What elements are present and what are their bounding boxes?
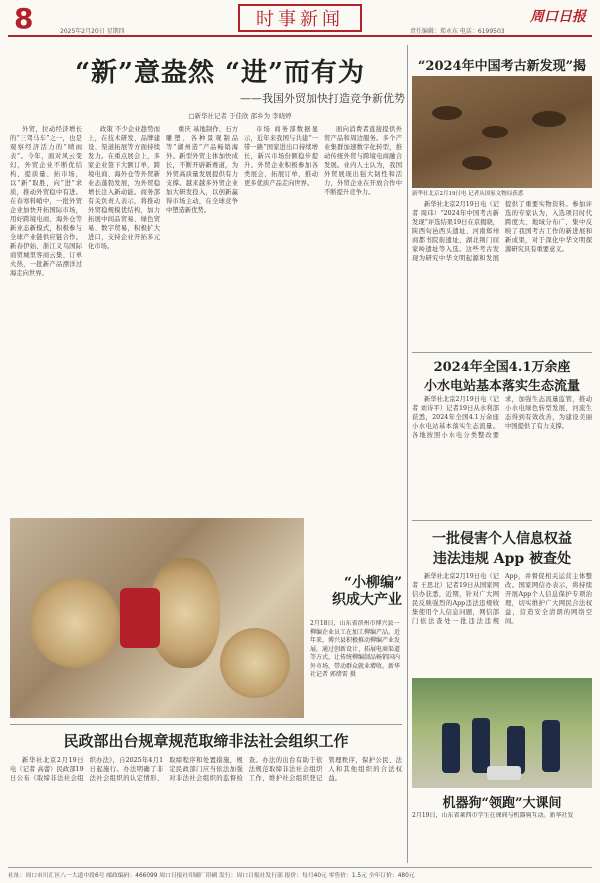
page-header bbox=[0, 0, 600, 44]
willow-feature-title: “小柳编” 织成大产业 bbox=[332, 575, 402, 608]
app-body: 新华社北京2月19日电（记者 王思北）记者19日从国家网信办获悉，近期，针对广大网民反映强烈的App违法违规收集使用个人信息问题，网信部门依法查处一批违法违规App，并督促相关运营主体整改。国家网信办表示，将持续开展App个人信息保护专项治理，切实维护广大网民合法权益，营造安全清朗的网络空间。 bbox=[412, 573, 592, 625]
willow-photo-caption: 2月18日，山东省滨州市博兴县一柳编企业员工在加工柳编产品。近年来，博兴县积极推动柳编产业发展，通过创新设计、拓展电商渠道等方式，让传统柳编制品畅销国内外市场，带动群众就业增收。新华社记者 郭绪雷 摄 bbox=[310, 620, 401, 678]
archaeology-photo-caption: 新华社北京2月19日电 记者从国家文物局获悉 bbox=[412, 191, 524, 197]
article-column-5: 面向消费者直接提供外贸产品和周边服务。多个产业集群加速数字化转型，推动传统外贸与跨境电商融合发展。业内人士认为，我国外贸展现出强大韧性和活力，外贸企业在开放合作中不断提升竞争力。 bbox=[324, 126, 402, 196]
hydro-headline: 2024年全国4.1万余座 小水电站基本落实生态流量 bbox=[423, 360, 580, 394]
page-number: 8 bbox=[14, 2, 34, 35]
app-divider bbox=[412, 520, 592, 521]
hydro-divider bbox=[412, 352, 592, 353]
robot-dog-headline: 机器狗“领跑”大课间 bbox=[442, 796, 562, 811]
hydro-body: 新华社北京2月19日电（记者 刘诗平）记者19日从水利部获悉，2024年全国4.1万余座小水电站基本落实生态流量。各地按照小水电分类整改要求，加强生态流量监管，推动小水电绿色转型发展，河流生态得到有效改善，为建设美丽中国提供了有力支撑。 bbox=[412, 396, 592, 439]
app-headline: 一批侵害个人信息权益 违法违规 App 被查处 bbox=[432, 531, 572, 567]
article-column-4: 市场 商务部数据显示，近年来我国与共建“一带一路”国家进出口持续增长，新兴市场份额稳步提升。外贸企业积极参加各类展会，拓展订单，推动更多优质产品走向世界。 bbox=[244, 126, 318, 187]
main-headline: “新”意盎然 “进”而有为 bbox=[75, 58, 365, 88]
civil-affairs-headline: 民政部出台规章规范取缔非法社会组织工作 bbox=[63, 732, 349, 750]
article-column-2: 政策 不少企业趁势而上，在技术研发、品牌建设、渠道拓展等方面持续发力。在重点展会上，多家企业签下大额订单，跨境电商、海外仓等外贸新业态蓬勃发展，为外贸稳增长注入新动能。商务部有关负责人表示，将推动外贸稳规模优结构，加力拓展中间品贸易、绿色贸易、数字贸易，积极扩大进口，支持企业开拓多元化市场。 bbox=[88, 126, 160, 250]
civil-affairs-body: 新华社北京2月19日电（记者 高蕾）民政部19日公布《取缔非法社会组织办法》，自2025年4月1日起施行。办法明确了非法社会组织的认定情形、取缔程序和处置措施，规定民政部门应当依法加强对非法社会组织的监督检查。办法的出台有助于依法规范取缔非法社会组织工作，维护社会组织登记管理秩序，保护公民、法人和其他组织的合法权益。 bbox=[10, 757, 402, 782]
archaeology-photo bbox=[412, 76, 592, 188]
header-divider bbox=[8, 35, 592, 37]
archaeology-headline: “2024年中国考古新发现”揭 bbox=[417, 59, 587, 74]
bottom-divider bbox=[10, 724, 402, 725]
header-editor: 责任编辑：郑永东 电话：6199503 bbox=[410, 28, 505, 35]
article-column-3: 重庆 基地制作、石方雕塑、各种景观制品等“湖州造”产品畅销海外。新型外贸主体加快成长，不断开辟新赛道，为外贸高质量发展提供有力支撑。越来越多外贸企业加大研发投入，以创新赢得市场主动，在全球竞争中塑造新优势。 bbox=[166, 126, 238, 214]
footer-text: 社址：周口市川汇区八一大道中段6号 邮政编码：466099 周口日报社印刷厂印刷 发行：周口日报社发行部 报价：每月40元 零售价：1.5元 全年订价：480元 bbox=[8, 873, 415, 879]
robot-dog-caption: 2月19日，山东省莱西市学生在课间与机器狗互动。新华社发 bbox=[412, 812, 574, 819]
main-byline: □新华社记者 于佳欣 邵乡为 李晓婷 bbox=[188, 112, 292, 120]
article-column-1: 外贸，拉动经济增长的“三驾马车”之一，也是观察经济活力的“晴雨表”。今年，面对风云变幻，外贸企业不断优结构、提质量、拓市场，以“新”取胜，向“进”求质，推动外贸稳中有进。在春寒料峭中，一批外贸企业加快开拓国际市场，用好跨境电商、海外仓等新业态新模式，积极参与全球产业链供应链合作。新春伊始，浙江义乌国际商贸城里客商云集、订单火热，一批新产品漂洋过海走向世界。 bbox=[10, 126, 82, 277]
robot-dog-photo bbox=[412, 678, 592, 788]
willow-weaving-photo bbox=[10, 518, 304, 718]
main-subheadline: ——我国外贸加快打造竞争新优势 bbox=[240, 92, 405, 105]
masthead-logo: 周口日报 bbox=[530, 9, 586, 25]
section-title: 时事新闻 bbox=[256, 9, 344, 30]
column-divider bbox=[407, 45, 408, 863]
page-footer bbox=[8, 867, 592, 881]
archaeology-body: 新华社北京2月19日电（记者 周玮）“2024年中国考古新发现”评选结果19日在京揭晓，陕西旬邑西头遗址、河南郑州商都书院街遗址、湖北荆门屈家岭遗址等入选。这些考古发现为研究中华文明起源和发展提供了重要实物资料。参加评选的专家认为，入选项目时代跨度大、地域分布广，集中反映了我国考古工作的新进展和新成果，对于深化中华文明探源研究具有重要意义。 bbox=[412, 201, 592, 262]
header-date: 2025年2月20日 星期四 bbox=[60, 28, 125, 35]
section-banner bbox=[238, 4, 362, 32]
